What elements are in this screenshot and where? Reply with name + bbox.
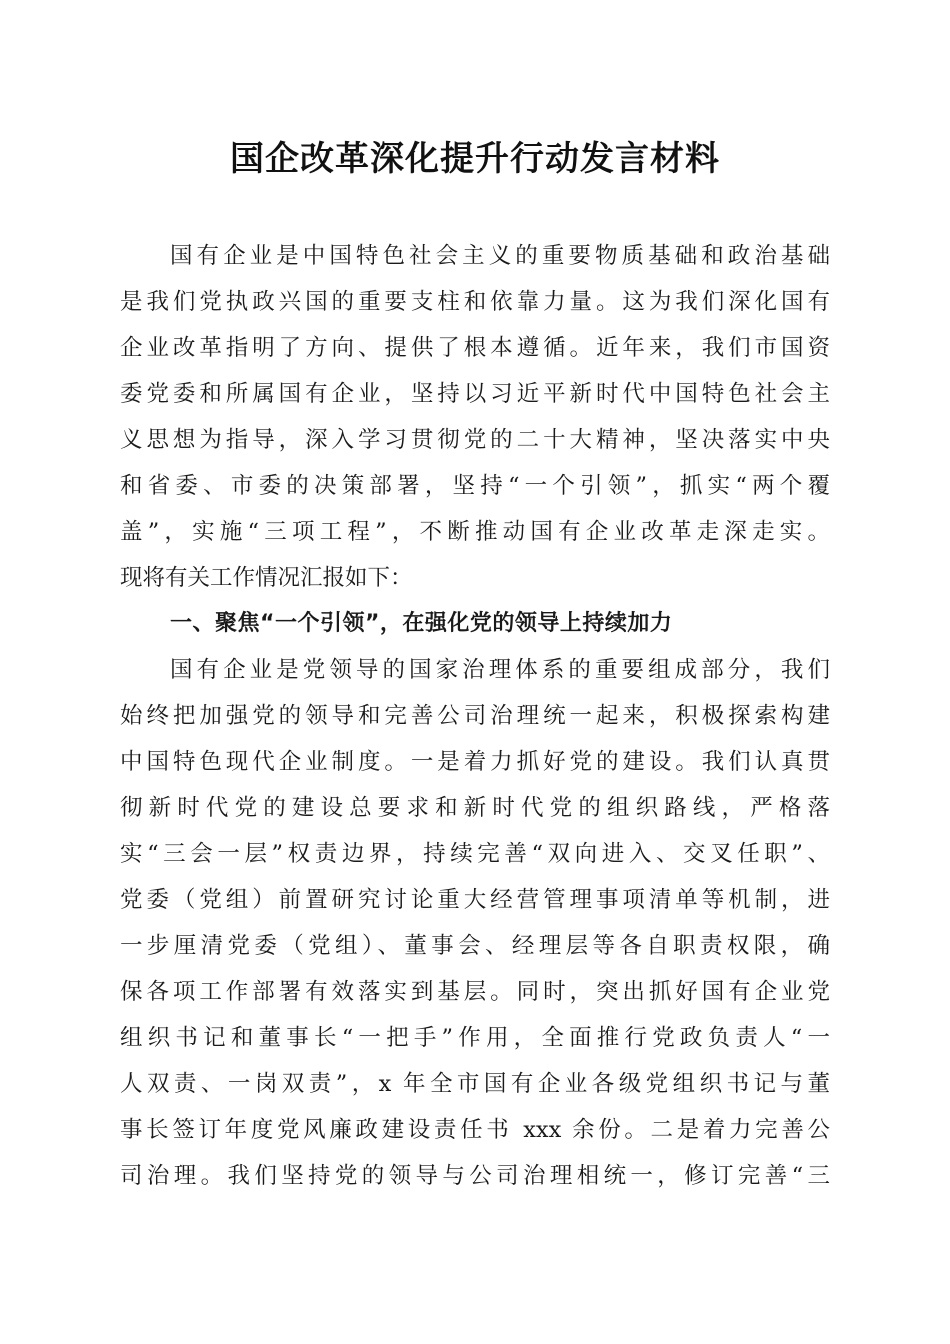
- paragraph-line: 实“三会一层”权责边界，持续完善“双向进入、交叉任职”、: [120, 841, 830, 867]
- paragraph-line: 彻新时代党的建设总要求和新时代党的组织路线，严格落: [120, 795, 830, 821]
- section-heading: 一、聚焦“一个引领”，在强化党的领导上持续加力: [170, 611, 673, 636]
- paragraph-line: 一步厘清党委（党组）、董事会、经理层等各自职责权限，确: [120, 933, 830, 959]
- paragraph-line: 现将有关工作情况汇报如下：: [120, 565, 413, 591]
- paragraph-line: 事长签订年度党风廉政建设责任书 xxx 余份。二是着力完善公: [120, 1117, 830, 1143]
- paragraph-line: 盖”，实施“三项工程”，不断推动国有企业改革走深走实。: [120, 519, 830, 545]
- document-title: 国企改革深化提升行动发言材料: [230, 139, 720, 179]
- paragraph-line: 组织书记和董事长“一把手”作用，全面推行党政负责人“一: [120, 1025, 830, 1051]
- paragraph-line: 是我们党执政兴国的重要支柱和依靠力量。这为我们深化国有: [120, 289, 830, 315]
- paragraph-line: 党委（党组）前置研究讨论重大经营管理事项清单等机制，进: [120, 887, 830, 913]
- paragraph-line: 委党委和所属国有企业，坚持以习近平新时代中国特色社会主: [120, 381, 830, 407]
- paragraph-line: 始终把加强党的领导和完善公司治理统一起来，积极探索构建: [120, 703, 830, 729]
- document-body: [120, 233, 830, 1199]
- paragraph-line: 义思想为指导，深入学习贯彻党的二十大精神，坚决落实中央: [120, 427, 830, 453]
- paragraph-line: 司治理。我们坚持党的领导与公司治理相统一，修订完善“三: [120, 1163, 830, 1189]
- paragraph-line: 人双责、一岗双责”，x 年全市国有企业各级党组织书记与董: [120, 1071, 830, 1097]
- paragraph-line: 和省委、市委的决策部署，坚持“一个引领”，抓实“两个覆: [120, 473, 830, 499]
- paragraph-line: 国有企业是党领导的国家治理体系的重要组成部分，我们: [170, 657, 830, 683]
- paragraph-line: 国有企业是中国特色社会主义的重要物质基础和政治基础: [170, 243, 830, 269]
- paragraph-line: 保各项工作部署有效落实到基层。同时，突出抓好国有企业党: [120, 979, 830, 1005]
- paragraph-line: 中国特色现代企业制度。一是着力抓好党的建设。我们认真贯: [120, 749, 830, 775]
- paragraph-line: 企业改革指明了方向、提供了根本遵循。近年来，我们市国资: [120, 335, 830, 361]
